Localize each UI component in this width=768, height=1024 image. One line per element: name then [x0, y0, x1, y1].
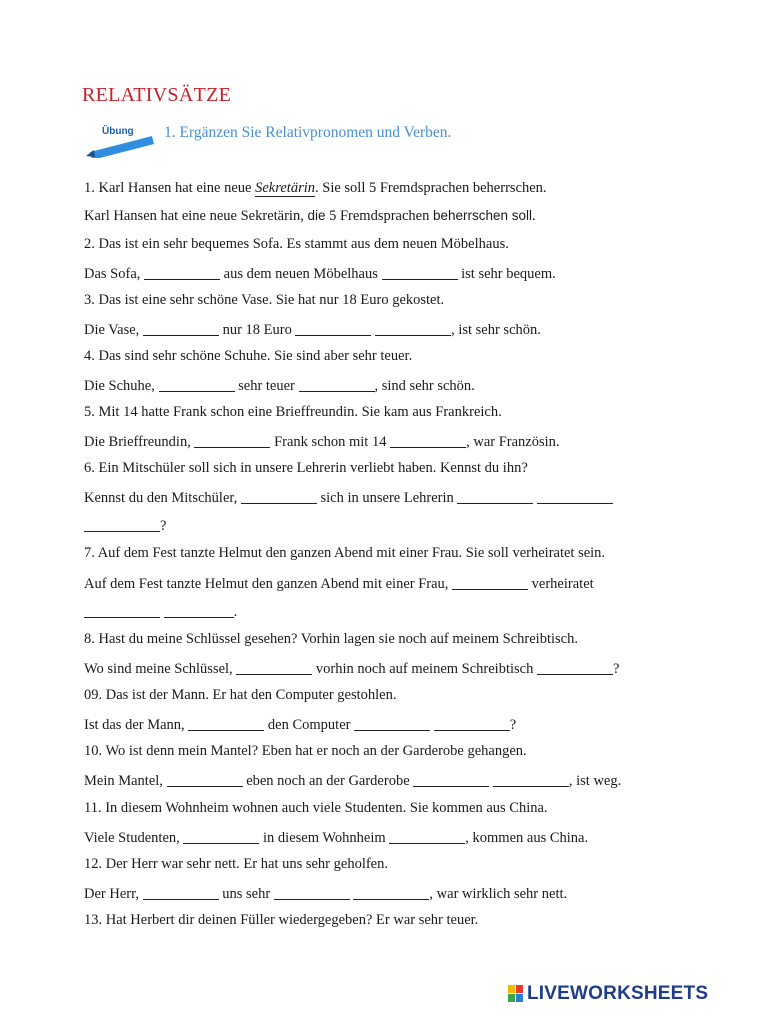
answer-blank[interactable]	[389, 828, 465, 844]
answer-blank[interactable]	[375, 320, 451, 336]
exercise-11-answer: Viele Studenten, in diesem Wohnheim , kommen aus China.	[84, 830, 589, 846]
uebung-label: Übung	[102, 126, 134, 137]
exercise-3-answer: Die Vase, nur 18 Euro , ist sehr schön.	[84, 322, 541, 338]
answer-blank[interactable]	[299, 376, 375, 392]
answer-blank[interactable]	[144, 264, 220, 280]
exercise-8-answer: Wo sind meine Schlüssel, vorhin noch auf meinem Schreibtisch ?	[84, 661, 620, 677]
answer-blank[interactable]	[390, 432, 466, 448]
exercise-6-answer-cont: ?	[84, 516, 166, 535]
exercise-9-answer: Ist das der Mann, den Computer ?	[84, 717, 517, 733]
liveworksheets-logo-icon	[508, 985, 524, 1003]
answer-blank[interactable]	[413, 771, 489, 787]
example-pronoun: die	[307, 208, 326, 223]
answer-blank[interactable]	[236, 659, 312, 675]
answer-blank[interactable]	[537, 659, 613, 675]
answer-blank[interactable]	[188, 715, 264, 731]
answer-blank[interactable]	[274, 884, 350, 900]
answer-blank[interactable]	[434, 715, 510, 731]
exercise-7-answer: Auf dem Fest tanzte Helmut den ganzen Abend mit einer Frau, verheiratet	[84, 576, 594, 592]
answer-blank[interactable]	[382, 264, 458, 280]
exercise-6-question: 6. Ein Mitschüler soll sich in unsere Lehrerin verliebt haben. Kennst du ihn?	[84, 460, 528, 476]
exercise-13-question: 13. Hat Herbert dir deinen Füller wiedergegeben? Er war sehr teuer.	[84, 912, 479, 928]
answer-blank[interactable]	[183, 828, 259, 844]
exercise-4-question: 4. Das sind sehr schöne Schuhe. Sie sind aber sehr teuer.	[84, 348, 413, 364]
exercise-5-answer: Die Brieffreundin, Frank schon mit 14 , war Französin.	[84, 434, 560, 450]
worksheet-title: RELATIVSÄTZE	[82, 84, 232, 106]
uebung-pencil-icon	[86, 122, 156, 158]
answer-blank[interactable]	[167, 771, 243, 787]
exercise-4-answer: Die Schuhe, sehr teuer , sind sehr schön.	[84, 378, 475, 394]
exercise-7-answer-cont: .	[84, 602, 237, 621]
answer-blank[interactable]	[159, 376, 235, 392]
exercise-12-answer: Der Herr, uns sehr , war wirklich sehr nett.	[84, 886, 568, 902]
answer-blank[interactable]	[452, 574, 528, 590]
exercise-1-question: 1. Karl Hansen hat eine neue Sekretärin. Sie soll 5 Fremdsprachen beherrschen.	[84, 180, 547, 196]
exercise-9-question: 09. Das ist der Mann. Er hat den Computer gestohlen.	[84, 687, 397, 703]
exercise-6-answer: Kennst du den Mitschüler, sich in unsere Lehrerin	[84, 488, 613, 507]
task-heading: 1. Ergänzen Sie Relativpronomen und Verben.	[164, 124, 452, 141]
answer-blank[interactable]	[143, 320, 219, 336]
answer-blank[interactable]	[84, 516, 160, 532]
exercise-8-question: 8. Hast du meine Schlüssel gesehen? Vorhin lagen sie noch auf meinem Schreibtisch.	[84, 631, 578, 647]
answer-blank[interactable]	[143, 884, 219, 900]
answer-blank[interactable]	[354, 715, 430, 731]
answer-blank[interactable]	[241, 488, 317, 504]
exercise-10-question: 10. Wo ist denn mein Mantel? Eben hat er noch an der Garderobe gehangen.	[84, 743, 527, 759]
exercise-2-answer: Das Sofa, aus dem neuen Möbelhaus ist sehr bequem.	[84, 266, 556, 282]
answer-blank[interactable]	[164, 602, 234, 618]
answer-blank[interactable]	[493, 771, 569, 787]
answer-blank[interactable]	[295, 320, 371, 336]
liveworksheets-logo	[508, 983, 708, 1005]
exercise-12-question: 12. Der Herr war sehr nett. Er hat uns sehr geholfen.	[84, 856, 388, 872]
exercise-7-question: 7. Auf dem Fest tanzte Helmut den ganzen Abend mit einer Frau. Sie soll verheiratet sein.	[84, 545, 606, 561]
answer-blank[interactable]	[457, 488, 533, 504]
answer-blank[interactable]	[84, 602, 160, 618]
exercise-1-example-answer: Karl Hansen hat eine neue Sekretärin, die 5 Fremdsprachen beherrschen soll.	[84, 208, 536, 224]
exercise-10-answer: Mein Mantel, eben noch an der Garderobe , ist weg.	[84, 773, 622, 789]
exercise-3-question: 3. Das ist eine sehr schöne Vase. Sie hat nur 18 Euro gekostet.	[84, 292, 445, 308]
answer-blank[interactable]	[194, 432, 270, 448]
liveworksheets-brand: LIVEWORKSHEETS	[527, 983, 709, 1004]
example-verbs: beherrschen soll	[432, 208, 533, 223]
exercise-5-question: 5. Mit 14 hatte Frank schon eine Brieffreundin. Sie kam aus Frankreich.	[84, 404, 502, 420]
exercise-11-question: 11. In diesem Wohnheim wohnen auch viele Studenten. Sie kommen aus China.	[84, 800, 548, 816]
answer-blank[interactable]	[353, 884, 429, 900]
exercise-2-question: 2. Das ist ein sehr bequemes Sofa. Es stammt aus dem neuen Möbelhaus.	[84, 236, 509, 252]
answer-blank[interactable]	[537, 488, 613, 504]
